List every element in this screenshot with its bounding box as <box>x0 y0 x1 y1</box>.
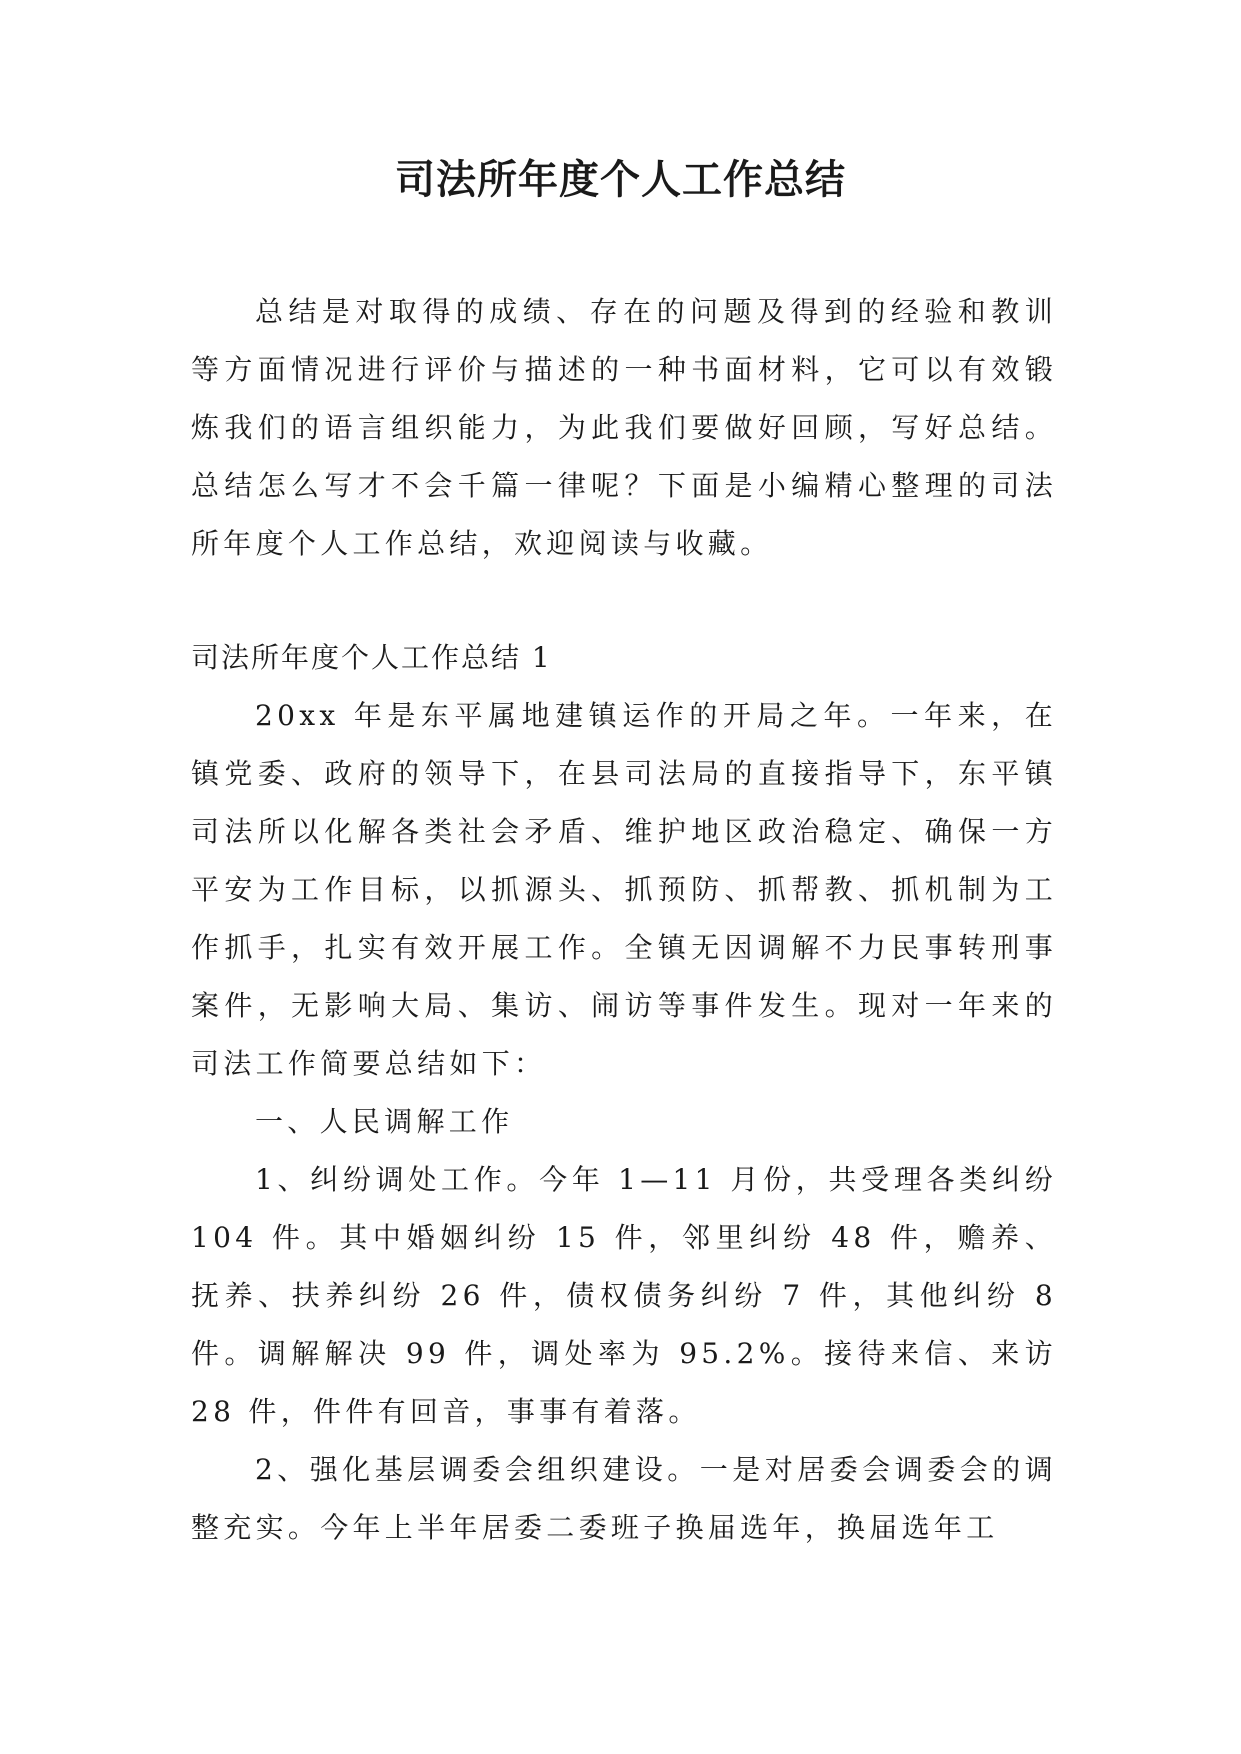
section-heading: 司法所年度个人工作总结 1 <box>191 641 552 674</box>
document-body <box>191 283 1057 1557</box>
document-title: 司法所年度个人工作总结 <box>395 157 846 203</box>
body-paragraph-organization-building: 2、强化基层调委会组织建设。一是对居委会调委会的调整充实。今年上半年居委二委班子换届选年，换届选年工 <box>191 1453 1057 1544</box>
body-paragraph-opening: 20xx 年是东平属地建镇运作的开局之年。一年来，在镇党委、政府的领导下，在县司法局的直接指导下，东平镇司法所以化解各类社会矛盾、维护地区政治稳定、确保一方平安为工作目标，以抓源头、抓预防、抓帮教、抓机制为工作抓手，扎实有效开展工作。全镇无因调解不力民事转刑事案件，无影响大局、集访、闹访等事件发生。现对一年来的司法工作简要总结如下： <box>191 699 1057 1080</box>
intro-paragraph: 总结是对取得的成绩、存在的问题及得到的经验和教训等方面情况进行评价与描述的一种书面材料，它可以有效锻炼我们的语言组织能力，为此我们要做好回顾，写好总结。总结怎么写才不会千篇一律呢？下面是小编精心整理的司法所年度个人工作总结，欢迎阅读与收藏。 <box>191 295 1057 560</box>
body-paragraph-dispute-handling: 1、纠纷调处工作。今年 1—11 月份，共受理各类纠纷 104 件。其中婚姻纠纷 15 件，邻里纠纷 48 件，赡养、抚养、扶养纠纷 26 件，债权债务纠纷 7 件，其他纠纷 8 件。调解解决 99 件，调处率为 95.2%。接待来信、来访 28 件，件件有回音，事事有着落。 <box>191 1163 1057 1428</box>
subheading-mediation-work: 一、人民调解工作 <box>255 1105 514 1138</box>
